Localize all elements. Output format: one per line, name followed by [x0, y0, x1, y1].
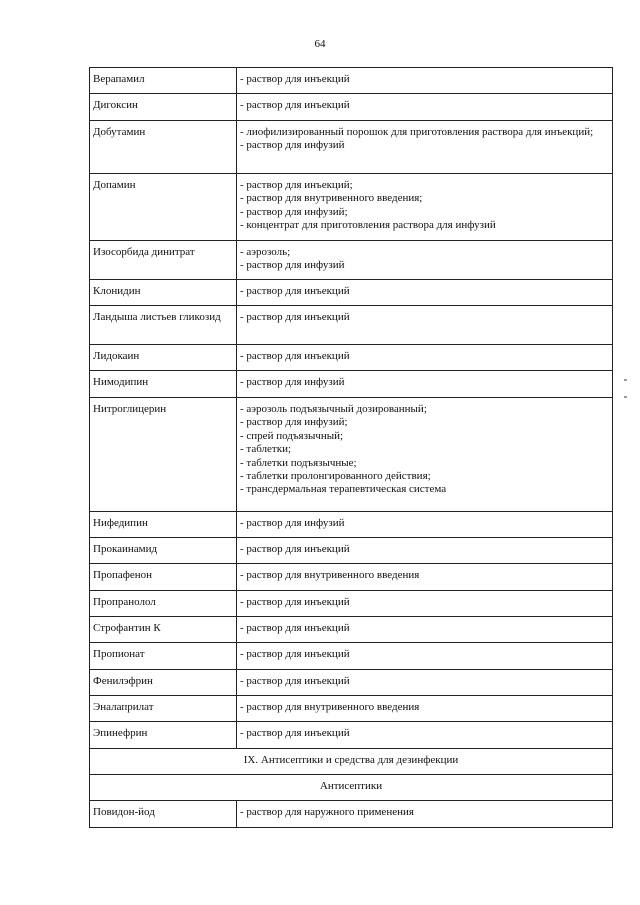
table-body	[90, 68, 613, 828]
dosage-form-item: - раствор для инфузий;	[240, 416, 348, 429]
dosage-form-item: - раствор для инъекций	[240, 675, 350, 687]
table-row	[90, 68, 613, 94]
table-row	[90, 280, 613, 306]
dosage-form-item: - раствор для инъекций	[240, 727, 350, 739]
table-row	[90, 696, 613, 722]
dosage-forms	[237, 68, 613, 94]
drug-name: Верапамил	[90, 68, 237, 94]
drug-name: Изосорбида динитрат	[90, 241, 237, 280]
drug-name: Нифедипин	[90, 512, 237, 538]
table-row	[90, 345, 613, 371]
drug-name: Ландыша листьев гликозид	[90, 306, 237, 345]
dosage-form-item: - раствор для инъекций	[240, 596, 350, 608]
dosage-forms	[237, 398, 613, 512]
drug-name: Пропионат	[90, 643, 237, 670]
dosage-form-item: - раствор для внутривенного введения;	[240, 192, 423, 205]
dosage-form-item: - раствор для наружного применения	[240, 806, 414, 818]
dosage-form-item: - раствор для инъекций	[240, 285, 350, 297]
drug-name: Дигоксин	[90, 94, 237, 121]
drug-name: Добутамин	[90, 121, 237, 174]
dosage-forms	[237, 512, 613, 538]
dosage-form-item: - раствор для инъекций	[240, 73, 350, 85]
drug-name: Пропафенон	[90, 564, 237, 591]
table-row	[90, 801, 613, 828]
dosage-form-item: - раствор для инфузий	[240, 139, 345, 152]
table-row	[90, 591, 613, 617]
table-row	[90, 241, 613, 280]
dosage-form-item: - таблетки пролонгированного действия;	[240, 470, 431, 483]
drug-name: Эпинефрин	[90, 722, 237, 749]
section-row	[90, 749, 613, 775]
table-row	[90, 670, 613, 696]
dosage-form-item: - раствор для инъекций	[240, 99, 350, 111]
dosage-form-item: - раствор для инъекций;	[240, 179, 353, 191]
dosage-forms	[237, 94, 613, 121]
table-row	[90, 564, 613, 591]
dosage-form-item: - лиофилизированный порошок для приготовления раствора для инъекций;	[240, 126, 594, 138]
dosage-forms	[237, 670, 613, 696]
table-row	[90, 398, 613, 512]
dosage-forms	[237, 241, 613, 280]
dosage-forms	[237, 345, 613, 371]
drug-name: Пропранолол	[90, 591, 237, 617]
drug-name: Прокаинамид	[90, 538, 237, 564]
dosage-forms	[237, 174, 613, 241]
dosage-forms	[237, 371, 613, 398]
dosage-forms	[237, 722, 613, 749]
drug-name: Эналаприлат	[90, 696, 237, 722]
dosage-form-item: - концентрат для приготовления раствора для инфузий	[240, 219, 496, 232]
dosage-form-item: - таблетки подъязычные;	[240, 456, 357, 469]
drug-name: Нитроглицерин	[90, 398, 237, 512]
dosage-form-item: - раствор для инфузий;	[240, 205, 348, 218]
table-row	[90, 643, 613, 670]
dosage-form-item: - аэрозоль;	[240, 246, 291, 258]
dosage-forms	[237, 280, 613, 306]
dosage-form-item: - раствор для внутривенного введения	[240, 701, 420, 713]
dosage-form-item: - раствор для инъекций	[240, 350, 350, 362]
margin-mark	[624, 396, 627, 398]
dosage-forms	[237, 591, 613, 617]
table-row	[90, 306, 613, 345]
table-row	[90, 121, 613, 174]
dosage-forms	[237, 617, 613, 643]
section-title: Антисептики	[90, 775, 613, 801]
table-row	[90, 722, 613, 749]
dosage-form-item: - трансдермальная терапевтическая система	[240, 483, 447, 496]
dosage-form-item: - раствор для инфузий	[240, 517, 345, 529]
drug-table	[89, 67, 613, 828]
margin-mark	[624, 379, 627, 381]
drug-name: Нимодипин	[90, 371, 237, 398]
drug-name: Строфантин К	[90, 617, 237, 643]
table-row	[90, 371, 613, 398]
dosage-forms	[237, 538, 613, 564]
dosage-form-item: - раствор для внутривенного введения	[240, 569, 420, 581]
dosage-forms	[237, 696, 613, 722]
page-number: 64	[314, 38, 326, 50]
section-title: IX. Антисептики и средства для дезинфекции	[90, 749, 613, 775]
table-row	[90, 174, 613, 241]
dosage-form-item: - спрей подъязычный;	[240, 429, 344, 442]
drug-name: Лидокаин	[90, 345, 237, 371]
dosage-form-item: - раствор для инъекций	[240, 622, 350, 634]
dosage-form-item: - раствор для инъекций	[240, 648, 350, 660]
dosage-forms	[237, 306, 613, 345]
table-row	[90, 617, 613, 643]
dosage-forms	[237, 801, 613, 828]
dosage-form-item: - раствор для инъекций	[240, 543, 350, 555]
table-row	[90, 538, 613, 564]
drug-name: Допамин	[90, 174, 237, 241]
dosage-form-item: - раствор для инъекций	[240, 311, 350, 323]
dosage-forms	[237, 121, 613, 174]
dosage-forms	[237, 643, 613, 670]
drug-name: Повидон-йод	[90, 801, 237, 828]
dosage-form-item: - аэрозоль подъязычный дозированный;	[240, 403, 427, 415]
dosage-forms	[237, 564, 613, 591]
table-row	[90, 512, 613, 538]
dosage-form-item: - таблетки;	[240, 443, 292, 456]
table-row	[90, 94, 613, 121]
drug-name: Клонидин	[90, 280, 237, 306]
drug-name: Фенилэфрин	[90, 670, 237, 696]
section-row	[90, 775, 613, 801]
dosage-form-item: - раствор для инфузий	[240, 259, 345, 272]
dosage-form-item: - раствор для инфузий	[240, 376, 345, 388]
